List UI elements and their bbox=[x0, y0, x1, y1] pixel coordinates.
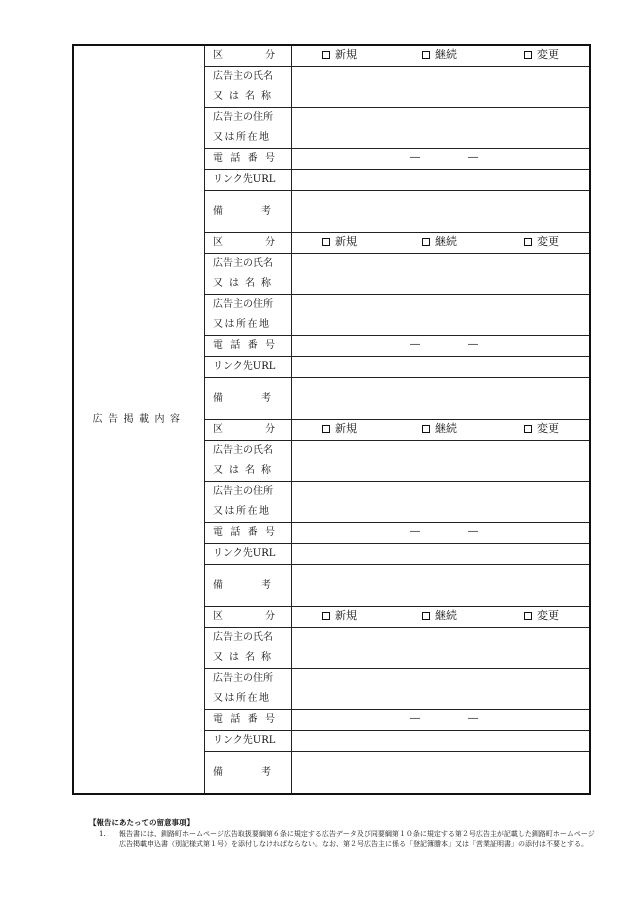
group-label: 広告掲載内容 bbox=[73, 45, 205, 794]
note-field[interactable] bbox=[292, 191, 591, 233]
name-label: 広告主の氏名 又は名称 bbox=[205, 254, 292, 295]
tel-dash: ― bbox=[468, 152, 478, 163]
address-field[interactable] bbox=[292, 295, 591, 336]
checkbox-icon bbox=[322, 425, 330, 433]
checkbox-continue[interactable]: 継続 bbox=[422, 611, 457, 621]
tel-label: 電 話 番 号 bbox=[205, 336, 292, 357]
tel-dash: ― bbox=[468, 339, 478, 350]
tel-label: 電 話 番 号 bbox=[205, 149, 292, 170]
url-label: リンク先URL bbox=[205, 731, 292, 752]
address-field[interactable] bbox=[292, 669, 591, 710]
checkbox-icon bbox=[422, 425, 430, 433]
kubun-label: 区 分 bbox=[205, 45, 292, 67]
kubun-options bbox=[292, 420, 591, 441]
url-label: リンク先URL bbox=[205, 170, 292, 191]
kubun-label: 区 分 bbox=[205, 420, 292, 441]
checkbox-new[interactable]: 新規 bbox=[322, 237, 357, 247]
ad-content-table bbox=[72, 44, 591, 795]
checkbox-continue[interactable]: 継続 bbox=[422, 50, 457, 60]
checkbox-icon bbox=[524, 51, 532, 59]
checkbox-new[interactable]: 新規 bbox=[322, 611, 357, 621]
tel-dash: ― bbox=[410, 339, 420, 350]
url-field[interactable] bbox=[292, 357, 591, 378]
note-field[interactable] bbox=[292, 378, 591, 420]
address-label: 広告主の住所 又は所在地 bbox=[205, 482, 292, 523]
checkbox-icon bbox=[422, 51, 430, 59]
url-label: リンク先URL bbox=[205, 544, 292, 565]
note-field[interactable] bbox=[292, 752, 591, 795]
name-field[interactable] bbox=[292, 628, 591, 669]
tel-label: 電 話 番 号 bbox=[205, 523, 292, 544]
notes-section bbox=[89, 818, 595, 850]
tel-dash: ― bbox=[410, 526, 420, 537]
address-label: 広告主の住所 又は所在地 bbox=[205, 108, 292, 149]
note-label: 備 考 bbox=[205, 752, 292, 795]
tel-dash: ― bbox=[468, 713, 478, 724]
checkbox-new[interactable]: 新規 bbox=[322, 424, 357, 434]
note-field[interactable] bbox=[292, 565, 591, 607]
tel-field[interactable] bbox=[292, 523, 591, 544]
address-label: 広告主の住所 又は所在地 bbox=[205, 669, 292, 710]
note-item-text: 報告書には、釧路町ホームページ広告取扱要綱第６条に規定する広告データ及び同要綱第１０条に規定する第２号広告主が記載した釧路町ホームページ広告掲載申込書（別記様式第１号）を添付しなければならない。なお、第２号広告主に係る「登記簿謄本」又は「営業証明書」の添付は不要とする。 bbox=[119, 829, 595, 848]
kubun-row bbox=[73, 45, 590, 67]
tel-dash: ― bbox=[410, 713, 420, 724]
address-field[interactable] bbox=[292, 108, 591, 149]
name-field[interactable] bbox=[292, 254, 591, 295]
kubun-options bbox=[292, 233, 591, 254]
checkbox-new[interactable]: 新規 bbox=[322, 50, 357, 60]
name-label: 広告主の氏名 又は名称 bbox=[205, 441, 292, 482]
note-item-number: 1. bbox=[99, 829, 106, 838]
address-label: 広告主の住所 又は所在地 bbox=[205, 295, 292, 336]
url-field[interactable] bbox=[292, 731, 591, 752]
note-label: 備 考 bbox=[205, 378, 292, 420]
checkbox-icon bbox=[422, 612, 430, 620]
tel-field[interactable] bbox=[292, 710, 591, 731]
checkbox-icon bbox=[322, 612, 330, 620]
kubun-options bbox=[292, 45, 591, 67]
checkbox-change[interactable]: 変更 bbox=[524, 611, 559, 621]
name-field[interactable] bbox=[292, 67, 591, 108]
address-field[interactable] bbox=[292, 482, 591, 523]
tel-dash: ― bbox=[468, 526, 478, 537]
url-field[interactable] bbox=[292, 544, 591, 565]
name-field[interactable] bbox=[292, 441, 591, 482]
url-label: リンク先URL bbox=[205, 357, 292, 378]
checkbox-icon bbox=[322, 51, 330, 59]
checkbox-icon bbox=[322, 238, 330, 246]
tel-field[interactable] bbox=[292, 336, 591, 357]
tel-field[interactable] bbox=[292, 149, 591, 170]
note-label: 備 考 bbox=[205, 191, 292, 233]
tel-label: 電 話 番 号 bbox=[205, 710, 292, 731]
checkbox-change[interactable]: 変更 bbox=[524, 50, 559, 60]
checkbox-change[interactable]: 変更 bbox=[524, 424, 559, 434]
checkbox-icon bbox=[422, 238, 430, 246]
url-field[interactable] bbox=[292, 170, 591, 191]
kubun-label: 区 分 bbox=[205, 233, 292, 254]
kubun-label: 区 分 bbox=[205, 607, 292, 628]
name-label: 広告主の氏名 又は名称 bbox=[205, 628, 292, 669]
checkbox-continue[interactable]: 継続 bbox=[422, 237, 457, 247]
checkbox-icon bbox=[524, 425, 532, 433]
kubun-options bbox=[292, 607, 591, 628]
name-label: 広告主の氏名 又は名称 bbox=[205, 67, 292, 108]
checkbox-icon bbox=[524, 238, 532, 246]
checkbox-icon bbox=[524, 612, 532, 620]
note-item bbox=[95, 829, 595, 850]
checkbox-change[interactable]: 変更 bbox=[524, 237, 559, 247]
note-label: 備 考 bbox=[205, 565, 292, 607]
checkbox-continue[interactable]: 継続 bbox=[422, 424, 457, 434]
tel-dash: ― bbox=[410, 152, 420, 163]
notes-title: 【報告にあたっての留意事項】 bbox=[89, 818, 194, 827]
